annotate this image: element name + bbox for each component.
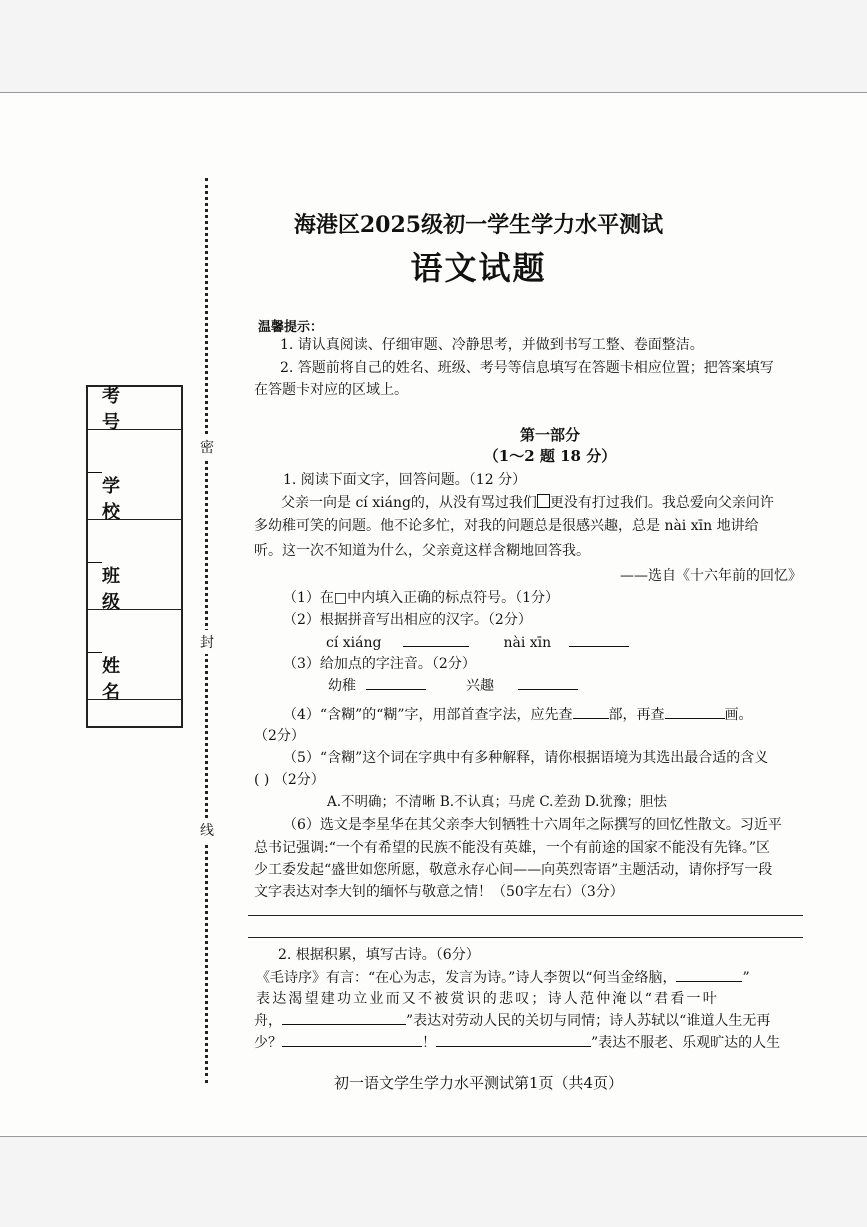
q1-sub6-line2: 总书记强调:“一个有希望的民族不能没有英雄，一个有前途的国家不能没有先锋。”区 [254, 840, 771, 856]
binding-char-feng: 封 [200, 630, 214, 654]
q1-sub2: （2）根据拼音写出相应的汉字。（2分） [283, 612, 532, 628]
q1-sub4 [283, 704, 753, 725]
answer-blank-youzhi[interactable] [366, 675, 426, 690]
q2-line1-b: ” [742, 970, 750, 986]
word-xingqu: 兴趣 [466, 678, 494, 694]
q1-sub6-line1: （6）选文是李星华在其父亲李大钊牺牲十六周年之际撰写的回忆性散文。习近平 [283, 817, 782, 833]
punctuation-box[interactable] [537, 494, 550, 508]
answer-blank-poem-1[interactable] [676, 967, 742, 982]
q1-sub4-c: 画。 [724, 707, 753, 723]
q1-sub6-line4: 文字表达对李大钊的缅怀与敬意之情！（50字左右）（3分） [254, 884, 624, 900]
answer-blank-cixiang[interactable] [403, 632, 469, 647]
page-footer: 初一语文学生学力水平测试第1页（共4页） [333, 1074, 624, 1092]
info-label-exam-number: 考 号 [88, 387, 181, 430]
q1-sub4-b: 部，再查 [608, 707, 665, 723]
q1-sub4-a: （4）“含糊”的“糊”字，用部首查字法，应先查 [283, 707, 573, 723]
q2-line3 [254, 1010, 770, 1031]
q1-sub3: （3）给加点的字注音。（2分） [283, 656, 476, 672]
q2-line4-c: ”表达不服老、乐观旷达的人生 [591, 1035, 781, 1051]
info-field-school[interactable] [88, 520, 102, 564]
q2-line1-a: 《毛诗序》有言：“在心为志，发言为诗。”诗人李贺以“何当金络脑， [256, 970, 677, 986]
q1-stem: 1. 阅读下面文字，回答问题。（12 分） [283, 472, 527, 488]
answer-line-1[interactable] [248, 915, 803, 916]
q1-passage-line1 [281, 493, 774, 513]
top-margin [0, 0, 867, 93]
binding-char-xian: 线 [200, 818, 214, 842]
q1-sub5-options: A.不明确；不清晰 B.不认真；马虎 C.差劲 D.犹豫；胆怯 [327, 794, 667, 810]
q1-passage-line3: 听。这一次不知道为什么，父亲竟这样含糊地回答我。 [254, 543, 590, 559]
q2-stem: 2. 根据积累，填写古诗。（6分） [278, 947, 480, 963]
answer-blank-radical[interactable] [573, 704, 609, 719]
info-label-class: 班 级 [88, 567, 181, 610]
q1-sub5: （5）“含糊”这个词在字典中有多种解释，请你根据语境为其选出最合适的含义 [283, 750, 769, 766]
subject-title: 语文试题 [410, 249, 547, 287]
q1-sub6-line3: 少工委发起“盛世如您所愿，敬意永存心间——向英烈寄语”主题活动，请你抒写一段 [254, 862, 773, 878]
binding-char-mi: 密 [200, 435, 214, 459]
tips-item-1: 1. 请认真阅读、仔细审题、冷静思考，并做到书写工整、卷面整洁。 [280, 337, 704, 353]
bottom-margin [0, 1136, 867, 1227]
answer-blank-naixin[interactable] [569, 632, 629, 647]
q2-line3-b: ”表达对劳动人民的关切与同情；诗人苏轼以“谁道人生无再 [406, 1013, 771, 1029]
pinyin-naixin: nài xīn [503, 635, 552, 651]
info-field-name[interactable] [88, 700, 102, 744]
q1-source: ——选自《十六年前的回忆》 [620, 568, 802, 584]
answer-line-2[interactable] [248, 937, 803, 938]
q1-sub2-answers [326, 632, 629, 653]
q1-sub5-bracket[interactable]: ( ) （2分） [254, 772, 325, 788]
q1-passage-line1-a: 父亲一向是 cí xiáng的，从没有骂过我们 [281, 495, 537, 511]
info-field-exam-number[interactable] [88, 430, 102, 474]
part1-title: 第一部分 [519, 426, 580, 444]
word-youzhi: 幼稚 [328, 678, 356, 694]
student-info-box [86, 385, 183, 728]
tips-item-2a: 2. 答题前将自己的姓名、班级、考号等信息填写在答题卡相应位置；把答案填写 [280, 360, 774, 376]
q2-line4-b: ！ [422, 1035, 436, 1051]
info-field-class[interactable] [88, 610, 102, 654]
info-label-school: 学 校 [88, 477, 181, 520]
answer-blank-poem-3[interactable] [282, 1032, 422, 1047]
answer-blank-strokes[interactable] [665, 704, 725, 719]
q2-line4-a: 少？ [254, 1035, 282, 1051]
exam-title: 海港区2025级初一学生学力水平测试 [293, 212, 664, 238]
q1-sub1: （1）在□中内填入正确的标点符号。（1分） [283, 590, 560, 606]
tips-heading: 温馨提示： [258, 320, 324, 335]
answer-blank-poem-2[interactable] [282, 1010, 406, 1025]
q2-line4 [254, 1032, 780, 1053]
tips-item-2b: 在答题卡对应的区域上。 [254, 382, 408, 398]
info-label-name: 姓 名 [88, 657, 181, 700]
answer-blank-poem-4[interactable] [436, 1032, 591, 1047]
q1-sub3-answers [328, 675, 578, 696]
q2-line2: 表达渴望建功立业而又不被赏识的悲叹；诗人范仲淹以“君看一叶 [256, 991, 719, 1007]
q1-passage-line2: 多幼稚可笑的问题。他不论多忙，对我的问题总是很感兴趣，总是 nài xīn 地讲给 [254, 518, 759, 534]
part1-range: （1～2 题 18 分） [483, 447, 617, 465]
q1-passage-line1-b: 更没有打过我们。我总爱向父亲问许 [549, 495, 774, 511]
q2-line1 [256, 967, 750, 988]
pinyin-cixiang: cí xiáng [326, 635, 382, 651]
q1-sub4-score: （2分） [254, 728, 305, 744]
q2-line3-a: 舟， [254, 1013, 282, 1029]
answer-blank-xingqu[interactable] [518, 675, 578, 690]
